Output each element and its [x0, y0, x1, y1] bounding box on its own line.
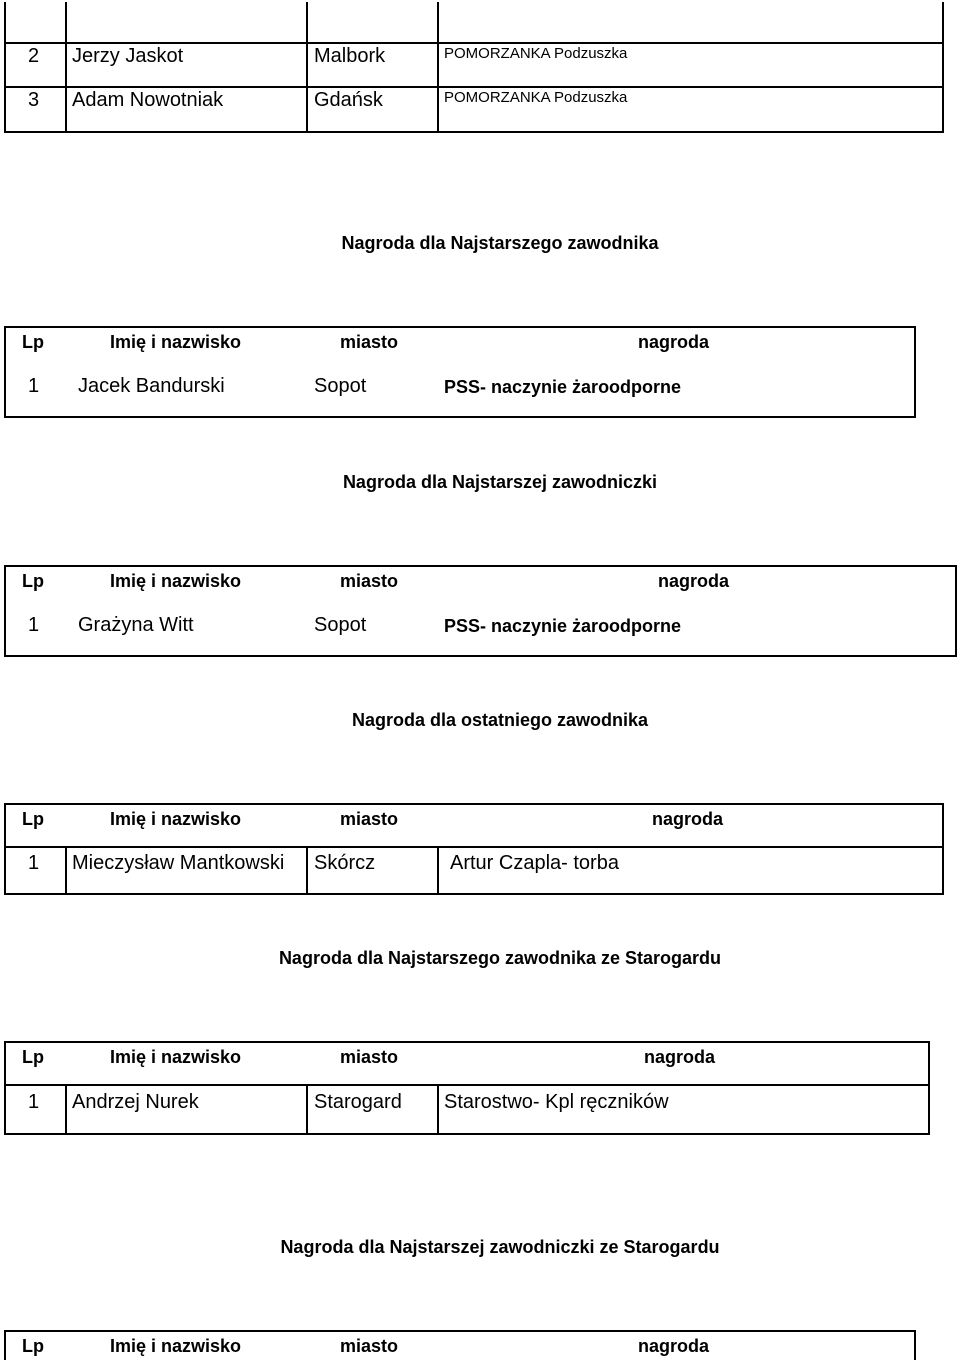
row-prize: Artur Czapla- torba: [450, 852, 619, 874]
header-lp: Lp: [22, 571, 44, 591]
row-prize: Starostwo- Kpl ręczników: [444, 1091, 669, 1113]
header-lp: Lp: [22, 1336, 44, 1356]
row-lp: 1: [28, 375, 40, 397]
section-title: Nagroda dla ostatniego zawodnika: [351, 710, 649, 730]
row-name: Jerzy Jaskot: [72, 45, 184, 67]
header-lp: Lp: [22, 1047, 44, 1067]
header-city: miasto: [340, 1336, 399, 1356]
header-prize: nagroda: [658, 571, 730, 591]
header-name: Imię i nazwisko: [110, 571, 242, 591]
row-city: Starogard: [314, 1091, 402, 1113]
header-city: miasto: [340, 1047, 399, 1067]
section-title: Nagroda dla Najstarszej zawodniczki ze Starogardu: [280, 1237, 720, 1257]
row-lp: 3: [28, 89, 40, 111]
header-name: Imię i nazwisko: [110, 1047, 242, 1067]
section-title: Nagroda dla Najstarszej zawodniczki: [342, 472, 658, 492]
row-lp: 1: [28, 614, 40, 636]
row-name: Adam Nowotniak: [72, 89, 224, 111]
header-prize: nagroda: [638, 332, 710, 352]
row-city: Sopot: [314, 614, 367, 636]
row-prize: PSS- naczynie żaroodporne: [444, 616, 682, 636]
row-name: Andrzej Nurek: [72, 1091, 199, 1113]
row-prize: POMORZANKA Podzuszka: [444, 89, 628, 106]
header-prize: nagroda: [644, 1047, 716, 1067]
header-city: miasto: [340, 809, 399, 829]
row-name: Grażyna Witt: [78, 614, 194, 636]
row-lp: 2: [28, 45, 40, 67]
header-prize: nagroda: [638, 1336, 710, 1356]
header-city: miasto: [340, 332, 399, 352]
row-prize: PSS- naczynie żaroodporne: [444, 377, 682, 397]
row-name: Jacek Bandurski: [78, 375, 225, 397]
header-city: miasto: [340, 571, 399, 591]
row-city: Malbork: [314, 45, 386, 67]
header-lp: Lp: [22, 809, 44, 829]
section-title: Nagroda dla Najstarszego zawodnika ze Starogardu: [278, 948, 722, 968]
row-lp: 1: [28, 1091, 40, 1113]
header-name: Imię i nazwisko: [110, 1336, 242, 1356]
header-name: Imię i nazwisko: [110, 332, 242, 352]
header-prize: nagroda: [652, 809, 724, 829]
row-city: Sopot: [314, 375, 367, 397]
row-prize: POMORZANKA Podzuszka: [444, 45, 628, 62]
header-lp: Lp: [22, 332, 44, 352]
row-lp: 1: [28, 852, 40, 874]
row-city: Gdańsk: [314, 89, 383, 111]
row-city: Skórcz: [314, 852, 376, 874]
row-name: Mieczysław Mantkowski: [72, 852, 285, 874]
header-name: Imię i nazwisko: [110, 809, 242, 829]
section-title: Nagroda dla Najstarszego zawodnika: [341, 233, 659, 253]
